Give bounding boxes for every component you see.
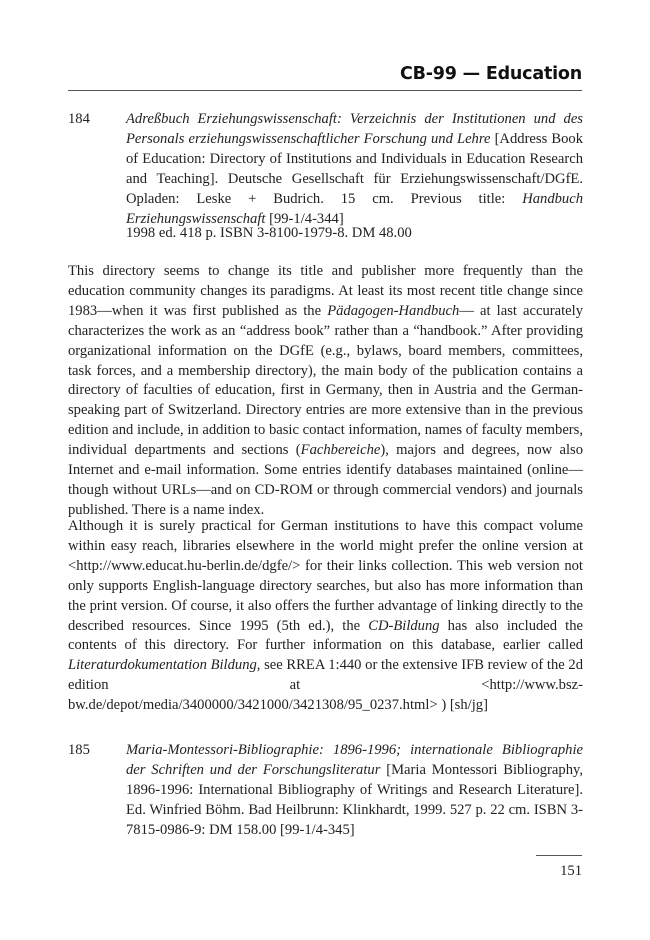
review-paragraph-1 bbox=[68, 262, 583, 521]
entry-translation: [Address Book of Education: Directory of Institutions and Individuals in Education Research and Teaching]. Deutsche Gesellschaft für Erziehungswissenschaft/DGfE. Opladen: Leske + Budrich. 15 cm. Previous title: bbox=[126, 130, 583, 207]
entry-citation bbox=[126, 110, 583, 229]
text-run: Although it is surely practical for German institutions to have this compact volume within easy reach, libraries elsewhere in the world might prefer the online version at <http://www.educat.hu-berlin.de/dgfe/> for their links collection. This web version not only supports English-language directory searches, but also has more information than the print version. Of course, it also offers the further advantage of linking directly to the described resources. Since 1995 (5th ed.), the bbox=[68, 518, 583, 634]
entry-184 bbox=[68, 110, 583, 229]
review-paragraph-2 bbox=[68, 517, 583, 716]
running-header: CB-99 — Education bbox=[399, 64, 582, 84]
footer-divider bbox=[536, 855, 582, 856]
entry-number: 184 bbox=[68, 111, 90, 127]
entry-title: Adreßbuch Erziehungswissenschaft: Verzeichnis der Institutionen und des Personals erziehungswissenschaftlicher Forschung und Lehre bbox=[126, 111, 583, 147]
italic-term: CD-Bildung bbox=[368, 617, 440, 634]
entry-number: 185 bbox=[68, 742, 90, 758]
text-run: has also included the contents of this directory. For further information on this database, earlier called bbox=[68, 617, 583, 654]
entry-title: Maria-Montessori-Bibliographie: 1896-1996; internationale Bibliographie der Schriften und der Forschungsliteratur bbox=[126, 742, 583, 778]
header-divider bbox=[68, 90, 582, 91]
entry-citation bbox=[126, 741, 583, 841]
previous-title: Handbuch Erziehungswissenschaft bbox=[126, 190, 583, 227]
text-run: — at last accurately characterizes the work as an “address book” rather than a “handbook.” After providing organizational information on the DGfE (e.g., bylaws, board members, committees, task forces, and a membership directory), the main body of the publication contains a directory of faculties of education, first in Germany, then in Austria and the German-speaking part of Switzerland. Directory entries are more extensive than in the previous edition and include, in addition to basic contact information, names of faculty members, individual departments and sections ( bbox=[68, 302, 583, 459]
text-run: ), majors and degrees, now also Internet and e-mail information. Some entries identify databases maintained (online—though without URLs—and on CD-ROM or through commercial vendors) and journals published. There is a name index. bbox=[68, 442, 583, 518]
italic-term: Fachbereiche bbox=[300, 442, 381, 459]
text-run: This directory seems to change its title and publisher more frequently than the education community changes its paradigms. At least its most recent title change since 1983—when it was first published as the bbox=[68, 263, 583, 319]
review-reference: [99-1/4-344] bbox=[265, 210, 344, 227]
entry-details: [Maria Montessori Bibliography, 1896-1996: International Bibliography of Writings and Research Literature]. Ed. Winfried Böhm. Bad Heilbrunn: Klinkhardt, 1999. 527 p. 22 cm. ISBN 3-7815-0986-9: DM 158.00 [99-1/4-345] bbox=[126, 761, 583, 838]
italic-term: Pädagogen-Handbuch bbox=[327, 302, 460, 319]
edition-info: 1998 ed. 418 p. ISBN 3-8100-1979-8. DM 48.00 bbox=[126, 225, 412, 241]
text-run: , see RREA 1:440 or the extensive IFB review of the 2d edition at <http://www.bsz-bw.de/depot/media/3400000/3421000/3421308/95_0237.html> ) [sh/jg] bbox=[68, 657, 583, 714]
page-number: 151 bbox=[560, 863, 582, 879]
italic-term: Literaturdokumentation Bildung bbox=[68, 657, 257, 674]
entry-185 bbox=[68, 741, 583, 841]
